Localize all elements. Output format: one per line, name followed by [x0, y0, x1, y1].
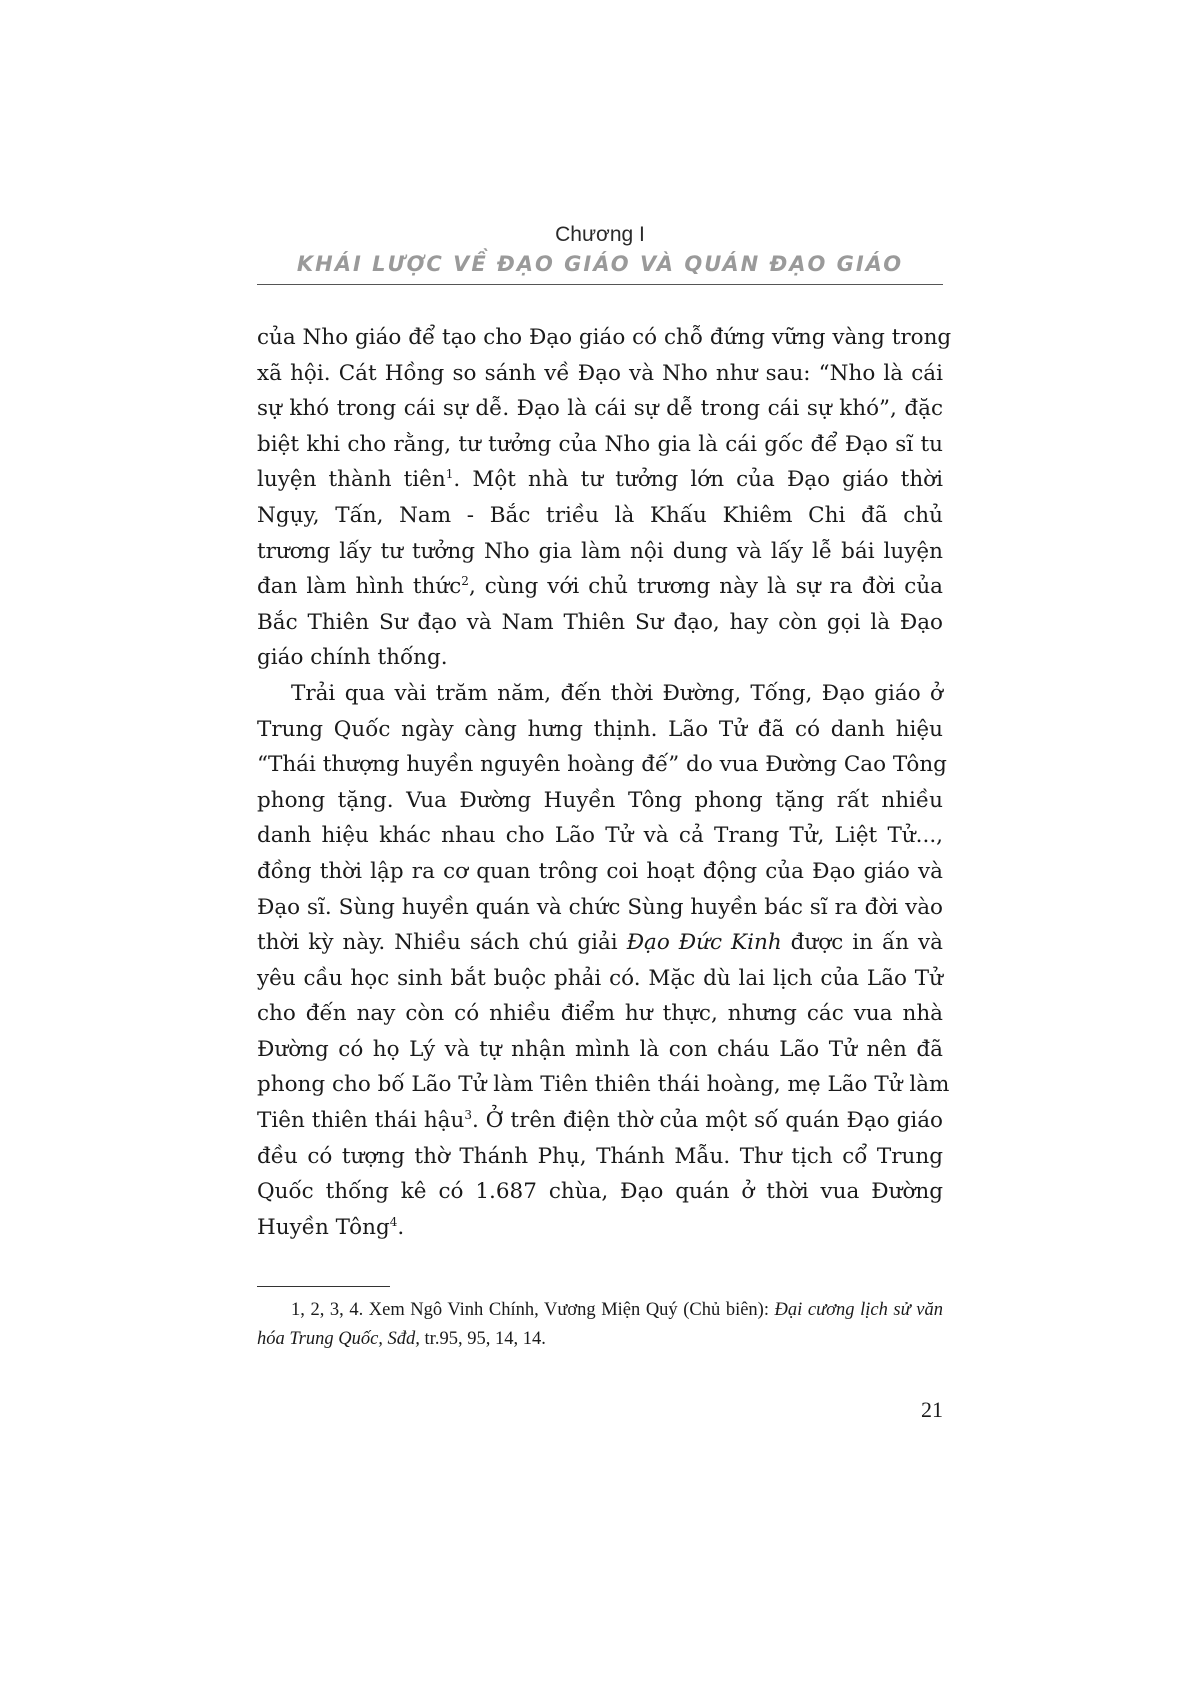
body-text — [257, 320, 952, 1245]
text-line: Bắc Thiên Sư đạo và Nam Thiên Sư đạo, hay còn gọi là Đạo — [257, 609, 943, 635]
header-divider — [257, 284, 943, 285]
text-segment: . Ở trên điện thờ của một số quán Đạo giáo — [471, 1108, 943, 1134]
text-segment: được in ấn và — [790, 930, 943, 956]
chapter-title: KHÁI LƯỢC VỀ ĐẠO GIÁO VÀ QUÁN ĐẠO GIÁO — [296, 252, 904, 276]
text-line: danh hiệu khác nhau cho Lão Tử và cả Trang Tử, Liệt Tử..., — [257, 823, 943, 849]
text-line: của Nho giáo để tạo cho Đạo giáo có chỗ đứng vững vàng trong — [257, 325, 952, 350]
text-segment: thời kỳ này. Nhiều sách chú giải — [257, 930, 618, 956]
footnote-text: 1, 2, 3, 4. Xem Ngô Vinh Chính, Vương Miện Quý (Chủ biên): — [291, 1300, 775, 1320]
footnote-text: tr.95, 95, 14, 14. — [419, 1329, 546, 1349]
text-segment: luyện thành tiên — [257, 467, 446, 493]
text-line: Trải qua vài trăm năm, đến thời Đường, Tống, Đạo giáo ở — [291, 680, 943, 706]
text-line — [257, 569, 943, 605]
text-segment: . Một nhà tư tưởng lớn của Đạo giáo thời — [453, 467, 943, 493]
text-line: đều có tượng thờ Thánh Phụ, Thánh Mẫu. Thư tịch cổ Trung — [257, 1143, 943, 1169]
text-line: biệt khi cho rằng, tư tưởng của Nho gia là cái gốc để Đạo sĩ tu — [257, 431, 943, 457]
text-line — [257, 1210, 943, 1246]
text-line: Trung Quốc ngày càng hưng thịnh. Lão Tử đã có danh hiệu — [257, 716, 943, 742]
text-segment: đan làm hình thức — [257, 574, 462, 600]
text-line — [257, 1103, 943, 1139]
text-line: Quốc thống kê có 1.687 chùa, Đạo quán ở thời vua Đường — [257, 1179, 943, 1205]
text-line: xã hội. Cát Hồng so sánh về Đạo và Nho như sau: “Nho là cái — [257, 360, 943, 386]
text-segment: . — [397, 1214, 405, 1240]
text-segment: Huyền Tông — [257, 1214, 390, 1240]
text-line: phong cho bố Lão Tử làm Tiên thiên thái hoàng, mẹ Lão Tử làm — [257, 1072, 950, 1098]
footnote-ref-2: 2 — [461, 574, 469, 588]
footnote-divider — [257, 1286, 390, 1287]
text-line — [257, 462, 943, 498]
text-line — [257, 925, 943, 961]
footnote-ref-3: 3 — [464, 1107, 472, 1122]
text-line: “Thái thượng huyền nguyên hoàng đế” do vua Đường Cao Tông — [257, 752, 947, 778]
footnote-ref-4: 4 — [389, 1214, 398, 1229]
text-line: Ngụy, Tấn, Nam - Bắc triều là Khấu Khiêm Chi đã chủ — [257, 502, 943, 528]
running-header — [257, 222, 943, 278]
book-title-italic: Đạo Đức Kinh — [626, 930, 782, 956]
text-line: trương lấy tư tưởng Nho gia làm nội dung và lấy lễ bái luyện — [257, 538, 943, 564]
text-segment: Tiên thiên thái hậu — [257, 1108, 465, 1134]
text-line: giáo chính thống. — [257, 645, 448, 671]
footnote — [257, 1296, 943, 1354]
chapter-label: Chương I — [555, 223, 645, 246]
text-line: Đạo sĩ. Sùng huyền quán và chức Sùng huyền bác sĩ ra đời vào — [257, 894, 943, 920]
text-line: Đường có họ Lý và tự nhận mình là con cháu Lão Tử nên đã — [257, 1036, 943, 1062]
text-line: sự khó trong cái sự dễ. Đạo là cái sự dễ trong cái sự khó”, đặc — [257, 396, 943, 422]
paragraph-1 — [257, 320, 952, 676]
page-number: 21 — [921, 1397, 943, 1422]
text-segment: , cùng với chủ trương này là sự ra đời của — [468, 574, 944, 600]
text-line: đồng thời lập ra cơ quan trông coi hoạt động của Đạo giáo và — [257, 858, 943, 884]
footnote-book-title: Đại cương lịch sử văn hóa Trung Quốc, Sđd, — [257, 1300, 943, 1349]
footnote-ref-1: 1 — [445, 467, 454, 482]
text-line: yêu cầu học sinh bắt buộc phải có. Mặc dù lai lịch của Lão Tử — [257, 965, 943, 991]
text-line: phong tặng. Vua Đường Huyền Tông phong tặng rất nhiều — [257, 787, 943, 813]
paragraph-2 — [257, 676, 950, 1246]
text-line: cho đến nay còn có nhiều điểm hư thực, nhưng các vua nhà — [257, 1001, 943, 1027]
